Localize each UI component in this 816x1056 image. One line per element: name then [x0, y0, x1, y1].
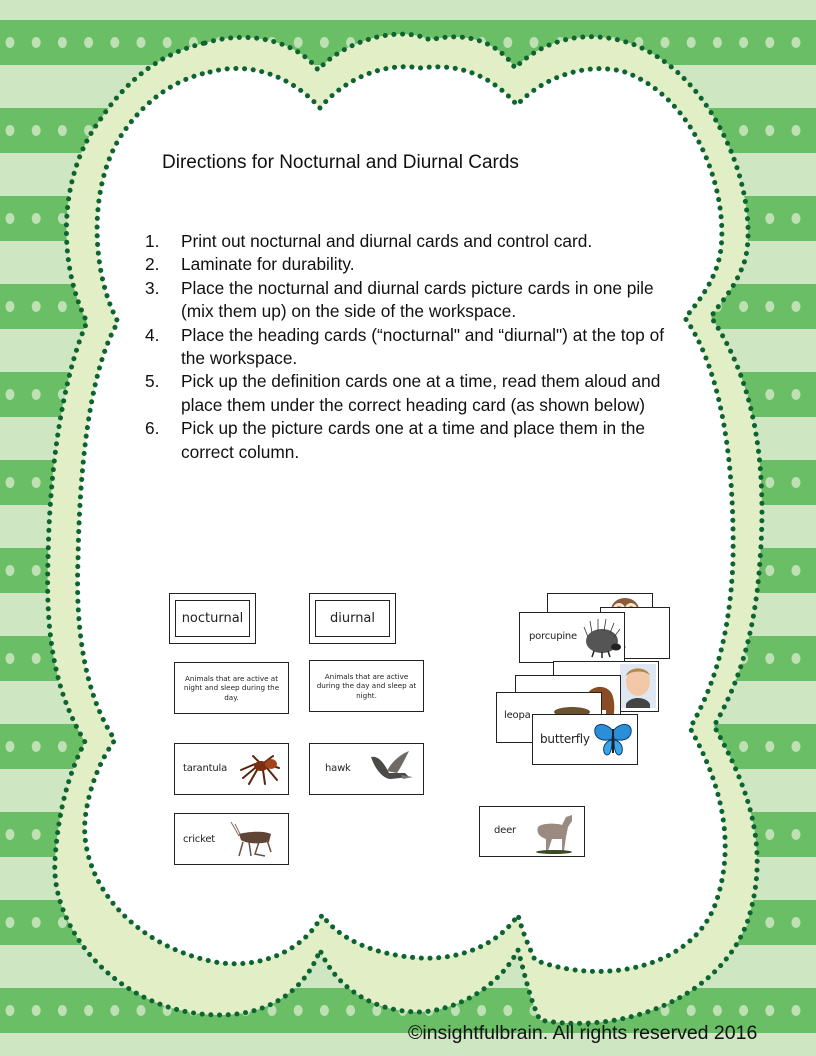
step-number: 2. — [145, 254, 160, 275]
definition-card-diurnal: Animals that are active during the day and sleep at night. — [309, 660, 424, 712]
step-number: 4. — [145, 324, 160, 345]
definition-card-nocturnal: Animals that are active at night and sleep during the day. — [174, 662, 289, 714]
porcupine-icon — [582, 617, 622, 659]
step-text: Place the heading cards (“nocturnal" and “diurnal") at the top of the workspace. — [181, 324, 664, 369]
card-label: cricket — [183, 834, 215, 845]
step-number: 3. — [145, 277, 160, 298]
heading-card-nocturnal — [169, 593, 256, 644]
direction-step — [145, 324, 665, 371]
card-label: porcupine — [529, 631, 578, 642]
pile-card-butterfly — [532, 714, 638, 765]
step-number: 6. — [145, 418, 160, 439]
picture-card-tarantula — [174, 743, 289, 795]
heading-card-diurnal — [309, 593, 396, 644]
direction-step — [145, 253, 665, 276]
page-title: Directions for Nocturnal and Diurnal Cards — [162, 152, 519, 173]
heading-card-label: diurnal — [315, 600, 390, 637]
direction-step — [145, 417, 665, 464]
step-text: Pick up the picture cards one at a time and place them in the correct column. — [181, 418, 645, 462]
deer-icon — [532, 811, 576, 855]
direction-step — [145, 277, 665, 324]
child-icon — [620, 664, 656, 708]
pile-card-porcupine — [519, 612, 625, 663]
step-number: 1. — [145, 231, 160, 251]
picture-card-deer — [479, 806, 585, 857]
hawk-icon — [365, 749, 415, 789]
step-text: Laminate for durability. — [181, 254, 355, 275]
step-number: 5. — [145, 371, 160, 392]
cricket-icon — [227, 820, 277, 860]
card-label: hawk — [325, 763, 351, 774]
butterfly-icon — [593, 721, 633, 759]
card-label: leopa — [504, 710, 531, 721]
step-text: Print out nocturnal and diurnal cards and control card. — [181, 231, 593, 251]
picture-card-hawk — [309, 743, 424, 795]
tarantula-icon — [237, 752, 283, 786]
copyright-footer: ©insightfulbrain. All rights reserved 2016 — [408, 1022, 758, 1044]
card-label: tarantula — [183, 763, 227, 774]
card-label: butterfly — [540, 732, 590, 746]
direction-step — [145, 230, 665, 253]
directions-list — [145, 230, 665, 464]
card-label: deer — [494, 825, 516, 836]
step-text: Pick up the definition cards one at a time, read them aloud and place them under the correct heading card (as shown below) — [181, 371, 661, 415]
direction-step — [145, 370, 665, 417]
step-text: Place the nocturnal and diurnal cards picture cards in one pile (mix them up) on the side of the workspace. — [181, 277, 654, 322]
heading-card-label: nocturnal — [175, 600, 250, 637]
picture-card-cricket — [174, 813, 289, 865]
